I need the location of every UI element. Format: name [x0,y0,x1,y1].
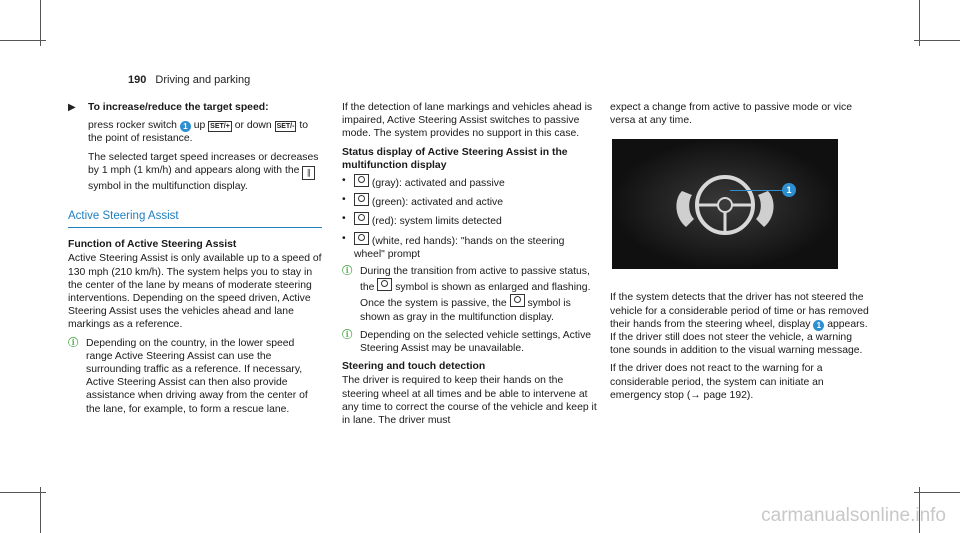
para-1: If the system detects that the driver has not steered the vehicle for a considerable period of time or has removed their hands from the steering wheel, display 1 appears. If the driver still does not steer the vehicle, a warning tone sounds in addition to the visual warning message. [610,292,869,357]
list-item: • (gray): activated and passive [342,175,505,190]
para-2: If the driver does not react to the warning for a considerable period, the system can initiate an emergency stop (→ page 192). [610,363,824,401]
intro-text: If the detection of lane markings and vehicles ahead is impaired, Active Steering Assist switches to passive mode. The system provides no support in this case. [342,102,593,140]
page-header [128,74,250,86]
steering-wheel-icon [354,212,369,225]
steering-wheel-icon [377,278,392,291]
section-name: Driving and parking [155,74,251,86]
set-minus-key-icon: SET/- [276,123,295,131]
info-icon: ⓘ [342,329,353,341]
subsection-title: Steering and touch detection [342,361,486,373]
steering-wheel-icon [612,139,838,269]
callout-badge: 1 [782,183,796,197]
continued-text: expect a change from active to passive mode or vice versa at any time. [610,102,852,127]
callout-badge: 1 [180,121,191,132]
crop-mark [0,40,46,41]
set-plus-key-icon: SET/+ [210,123,230,131]
section-title: Active Steering Assist [68,210,179,223]
step-instruction: press rocker switch 1 up SET/+ or down SET/- to the point of resistance. [88,120,309,145]
note: ⓘ Depending on the selected vehicle settings, Active Steering Assist may be unavailable. [342,329,592,355]
section-divider [68,227,322,228]
callout-badge: 1 [813,320,824,331]
list-item: • (green): activated and active [342,194,503,209]
info-icon: ⓘ [68,337,79,349]
step-result: The selected target speed increases or decreases by 1 mph (1 km/h) and appears along with the ∥ symbol in the multifunction display. [88,151,319,192]
column-1 [68,101,322,421]
subsection-title: Function of Active Steering Assist [68,239,237,251]
watermark: carmanualsonline.info [761,505,946,526]
crop-mark [40,487,41,533]
step-item [68,101,322,198]
column-3 [610,101,870,407]
page-number: 190 [128,74,147,86]
steering-wheel-icon [354,232,369,245]
steering-wheel-icon [354,193,369,206]
step-title: To increase/reduce the target speed: [88,102,269,113]
touch-text: The driver is required to keep their hands on the steering wheel at all times and be able to intervene at any time to correct the course of the vehicle and keep it in lane. The driver must [342,375,597,427]
note: ⓘ Depending on the country, in the lower speed range Active Steering Assist can use the surrounding traffic as a reference. If necessary, Active Steering Assist can then also provide assistance when driving away from the center of the lane, for example, to form a rescue lane. [68,337,308,415]
status-title: Status display of Active Steering Assist in the multifunction display [342,146,568,171]
steering-wheel-icon [510,294,525,307]
crop-mark [914,492,960,493]
info-icon: ⓘ [342,266,353,278]
function-text: Active Steering Assist is only available up to a speed of 130 mph (210 km/h). The system helps you to stay in the center of the lane by means of moderate steering interventions. Depending on the speed driven, Active Steering Assist uses the vehicles ahead and lane markings as a reference. [68,253,322,331]
hands-on-display-image [612,139,838,269]
column-2 [342,101,598,432]
lane-icon: ∥ [302,166,315,180]
crop-mark [914,40,960,41]
steering-wheel-icon [354,174,369,187]
list-item: • (white, red hands): "hands on the steering wheel" prompt [342,232,565,260]
triangle-right-icon: ▶ [68,102,76,113]
list-item: • (red): system limits detected [342,213,502,228]
crop-mark [0,492,46,493]
note: ⓘ During the transition from active to passive status, the symbol is shown as enlarged and flashing. Once the system is passive, the symbol is shown as gray in the multifunction display. [342,266,591,323]
